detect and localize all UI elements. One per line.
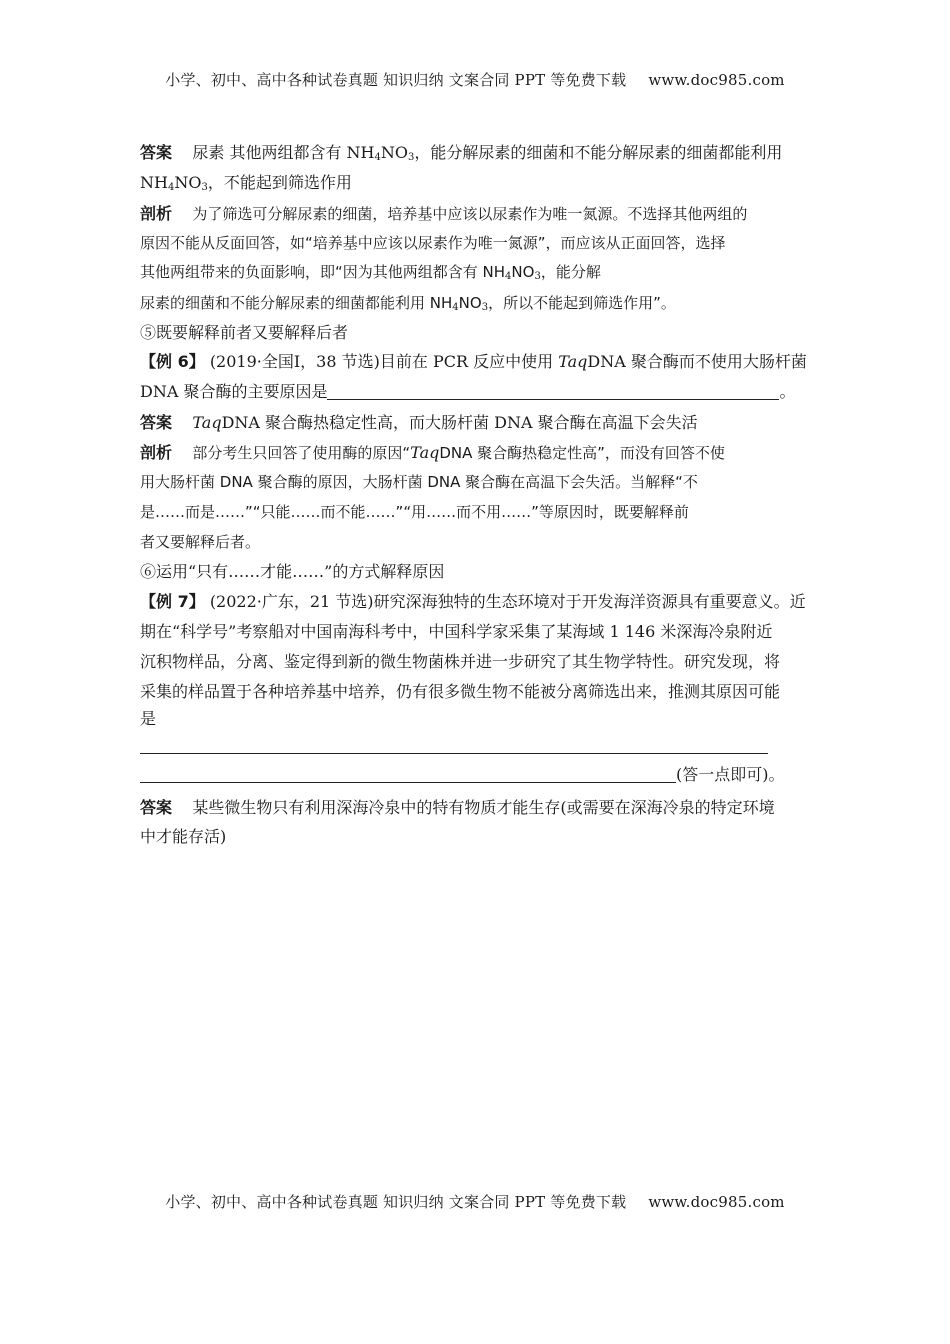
analysis-6-line-1: 剖析 部分考生只回答了使用酶的原因“TaqDNA 聚合酶热稳定性高”，而没有回答不使 xyxy=(140,443,725,462)
answer-blank[interactable] xyxy=(327,383,779,400)
footer-site-link[interactable]: www.doc985.com xyxy=(648,1193,785,1211)
analysis-1-line-2: 原因不能从反面回答，如“培养基中应该以尿素作为唯一氮源”，而应该从正面回答，选择 xyxy=(140,234,726,252)
answer-blank[interactable] xyxy=(140,766,676,783)
method-6-heading: ⑥运用“只有……才能……”的方式解释原因 xyxy=(140,562,445,581)
example-7-line-5: 是 xyxy=(140,709,157,728)
answer-blank[interactable] xyxy=(140,752,768,754)
answer-label: 答案 xyxy=(140,143,173,162)
answer-label: 答案 xyxy=(140,798,173,817)
page-header xyxy=(0,69,950,90)
example-7-blank-line-2: (答一点即可)。 xyxy=(140,764,785,786)
answer-1-line-1: 答案 尿素 其他两组都含有 $NH_4NO_3$，能分解尿素的细菌和不能分解尿素的细菌都能利用 xyxy=(140,143,783,163)
example-7-line-3: 沉积物样品，分离、鉴定得到新的微生物菌株并进一步研究了其生物学特性。研究发现，将 xyxy=(140,652,781,671)
example-6-source: (2019·全国Ⅰ，38 节选) xyxy=(209,352,380,371)
example-7-line-4: 采集的样品置于各种培养基中培养，仍有很多微生物不能被分离筛选出来，推测其原因可能 xyxy=(140,682,781,701)
analysis-label: 剖析 xyxy=(140,204,173,223)
analysis-6-line-3: 是……而是……”“只能……而不能……”“用……而不用……”等原因时，既要解释前 xyxy=(140,503,689,521)
analysis-1-line-1: 剖析 为了筛选可分解尿素的细菌，培养基中应该以尿素作为唯一氮源。不选择其他两组的 xyxy=(140,204,748,223)
header-text: 小学、初中、高中各种试卷真题 知识归纳 文案合同 PPT 等免费下载 xyxy=(165,71,627,89)
example-7-line-2: 期在“科学号”考察船对中国南海科考中，中国科学家采集了某海域 1 146 米深海冷泉附近 xyxy=(140,622,773,641)
answer-label: 答案 xyxy=(140,413,173,432)
example-6-line-1: 【例 6】 (2019·全国Ⅰ，38 节选)目前在 PCR 反应中使用 TaqDNA 聚合酶而不使用大肠杆菌 xyxy=(140,352,807,371)
answer-7-line-2: 中才能存活) xyxy=(140,827,227,846)
header-site-link[interactable]: www.doc985.com xyxy=(648,71,785,89)
answer-6: 答案 TaqDNA 聚合酶热稳定性高，而大肠杆菌 DNA 聚合酶在高温下会失活 xyxy=(140,413,698,432)
example-6-line-2: DNA 聚合酶的主要原因是 。 xyxy=(140,382,796,401)
method-5-heading: ⑤既要解释前者又要解释后者 xyxy=(140,323,349,342)
page-footer xyxy=(0,1191,950,1212)
analysis-1-line-4: 尿素的细菌和不能分解尿素的细菌都能利用 $NH_4NO_3$，所以不能起到筛选作用”。 xyxy=(140,294,676,313)
answer-7-line-1: 答案 某些微生物只有利用深海冷泉中的特有物质才能生存(或需要在深海冷泉的特定环境 xyxy=(140,798,775,817)
analysis-1-line-3: 其他两组带来的负面影响，即“因为其他两组都含有 $NH_4NO_3$，能分解 xyxy=(140,263,601,282)
example-6-label: 【例 6】 xyxy=(140,352,205,371)
analysis-6-line-2: 用大肠杆菌 DNA 聚合酶的原因，大肠杆菌 DNA 聚合酶在高温下会失活。当解释“不 xyxy=(140,473,698,491)
footer-text: 小学、初中、高中各种试卷真题 知识归纳 文案合同 PPT 等免费下载 xyxy=(165,1193,627,1211)
example-7-source: (2022·广东，21 节选) xyxy=(209,592,374,611)
analysis-6-line-4: 者又要解释后者。 xyxy=(140,533,261,551)
answer-1-line-2: $NH_4NO_3$，不能起到筛选作用 xyxy=(140,173,352,193)
example-7-label: 【例 7】 xyxy=(140,592,205,611)
example-7-line-1: 【例 7】 (2022·广东，21 节选)研究深海独特的生态环境对于开发海洋资源具有重要意义。近 xyxy=(140,592,806,611)
analysis-label: 剖析 xyxy=(140,443,173,462)
